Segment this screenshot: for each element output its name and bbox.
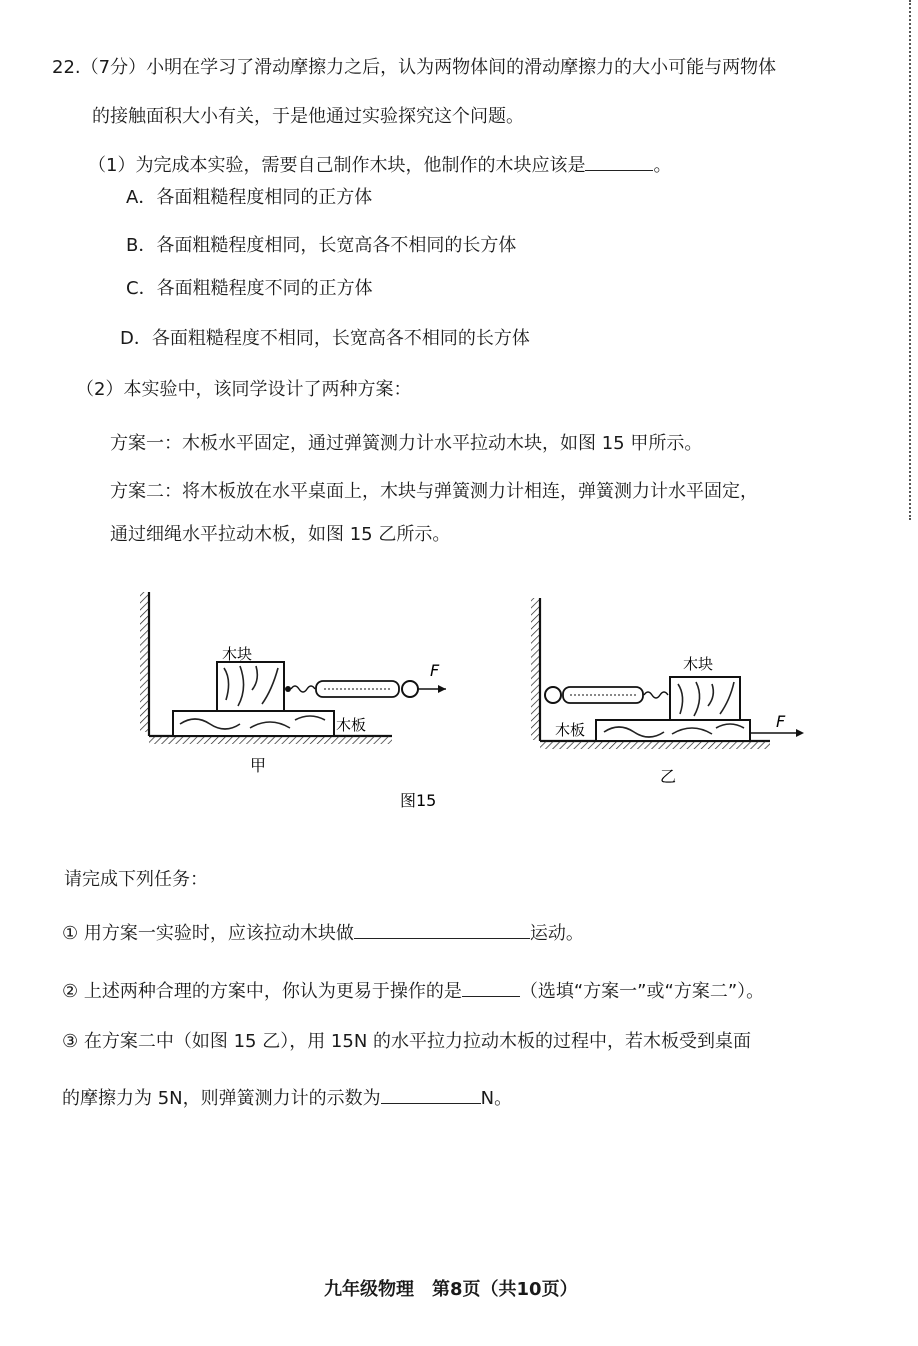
force-label: F — [776, 712, 786, 731]
wall-hatch — [140, 592, 149, 732]
part1-prompt-end: 。 — [653, 155, 672, 176]
tasks-heading: 请完成下列任务： — [64, 869, 208, 890]
spring-coil — [644, 692, 668, 698]
board-label: 木板 — [336, 716, 367, 734]
task-2-end: （选填“方案一”或“方案二”）。 — [519, 981, 765, 1002]
force-arrowhead — [796, 729, 804, 737]
diagram-jia-caption: 甲 — [250, 756, 267, 775]
diagram-yi — [531, 598, 804, 786]
pull-ring — [402, 681, 418, 697]
block-hook — [285, 686, 291, 692]
scale-ring — [545, 687, 561, 703]
plan2-text-line2: 通过细绳水平拉动木板，如图 15 乙所示。 — [110, 524, 451, 545]
option-c: C．各面粗糙程度不同的正方体 — [126, 278, 373, 299]
task-2-answer-blank[interactable] — [462, 978, 520, 997]
task-1-answer-blank[interactable] — [354, 920, 530, 939]
spring-coil — [291, 686, 315, 692]
wooden-block — [217, 662, 284, 711]
force-arrowhead — [438, 685, 446, 693]
part1-prompt-text: （1）为完成本实验，需要自己制作木块，他制作的木块应该是 — [88, 155, 586, 176]
wall-hatch — [531, 598, 540, 740]
block-label: 木块 — [222, 645, 253, 663]
wooden-board — [596, 720, 750, 741]
task-2 — [62, 978, 764, 1004]
question-score: （7分） — [80, 57, 147, 78]
floor-hatch — [149, 736, 392, 744]
task-3-text: 的摩擦力为 5N，则弹簧测力计的示数为 — [62, 1088, 381, 1109]
task-2-text: ② 上述两种合理的方案中，你认为更易于操作的是 — [62, 981, 462, 1002]
task-1 — [62, 920, 584, 946]
block-label: 木块 — [683, 655, 714, 673]
diagram-jia — [140, 592, 446, 775]
task-3-answer-blank[interactable] — [381, 1085, 481, 1104]
figure-caption: 图15 — [400, 791, 437, 810]
page-footer: 九年级物理 第8页（共10页） — [324, 1279, 578, 1300]
plan1-text: 方案一：木板水平固定，通过弹簧测力计水平拉动木块，如图 15 甲所示。 — [110, 433, 703, 454]
question-intro-line2: 的接触面积大小有关，于是他通过实验探究这个问题。 — [92, 106, 524, 127]
floor-hatch — [540, 741, 770, 749]
task-1-text: ① 用方案一实验时，应该拉动木块做 — [62, 923, 354, 944]
option-d: D．各面粗糙程度不相同，长宽高各不相同的长方体 — [120, 328, 530, 349]
option-a: A．各面粗糙程度相同的正方体 — [126, 187, 373, 208]
question-number: 22. — [52, 57, 81, 78]
task-3-line2 — [62, 1085, 512, 1111]
diagram-yi-caption: 乙 — [660, 767, 677, 786]
force-label: F — [430, 661, 440, 680]
question-intro-line1: 小明在学习了滑动摩擦力之后，认为两物体间的滑动摩擦力的大小可能与两物体 — [146, 57, 777, 78]
wooden-board — [173, 711, 334, 736]
task-1-end: 运动。 — [529, 923, 584, 944]
task-3-end: N。 — [480, 1088, 513, 1109]
task-3-line1: ③ 在方案二中（如图 15 乙），用 15N 的水平拉力拉动木板的过程中，若木板受到桌面 — [62, 1031, 752, 1052]
part2-prompt: （2）本实验中，该同学设计了两种方案： — [76, 379, 412, 400]
option-b: B．各面粗糙程度相同，长宽高各不相同的长方体 — [126, 235, 517, 256]
board-label: 木板 — [555, 721, 586, 739]
plan2-text-line1: 方案二：将木板放在水平桌面上，木块与弹簧测力计相连，弹簧测力计水平固定， — [110, 481, 758, 502]
